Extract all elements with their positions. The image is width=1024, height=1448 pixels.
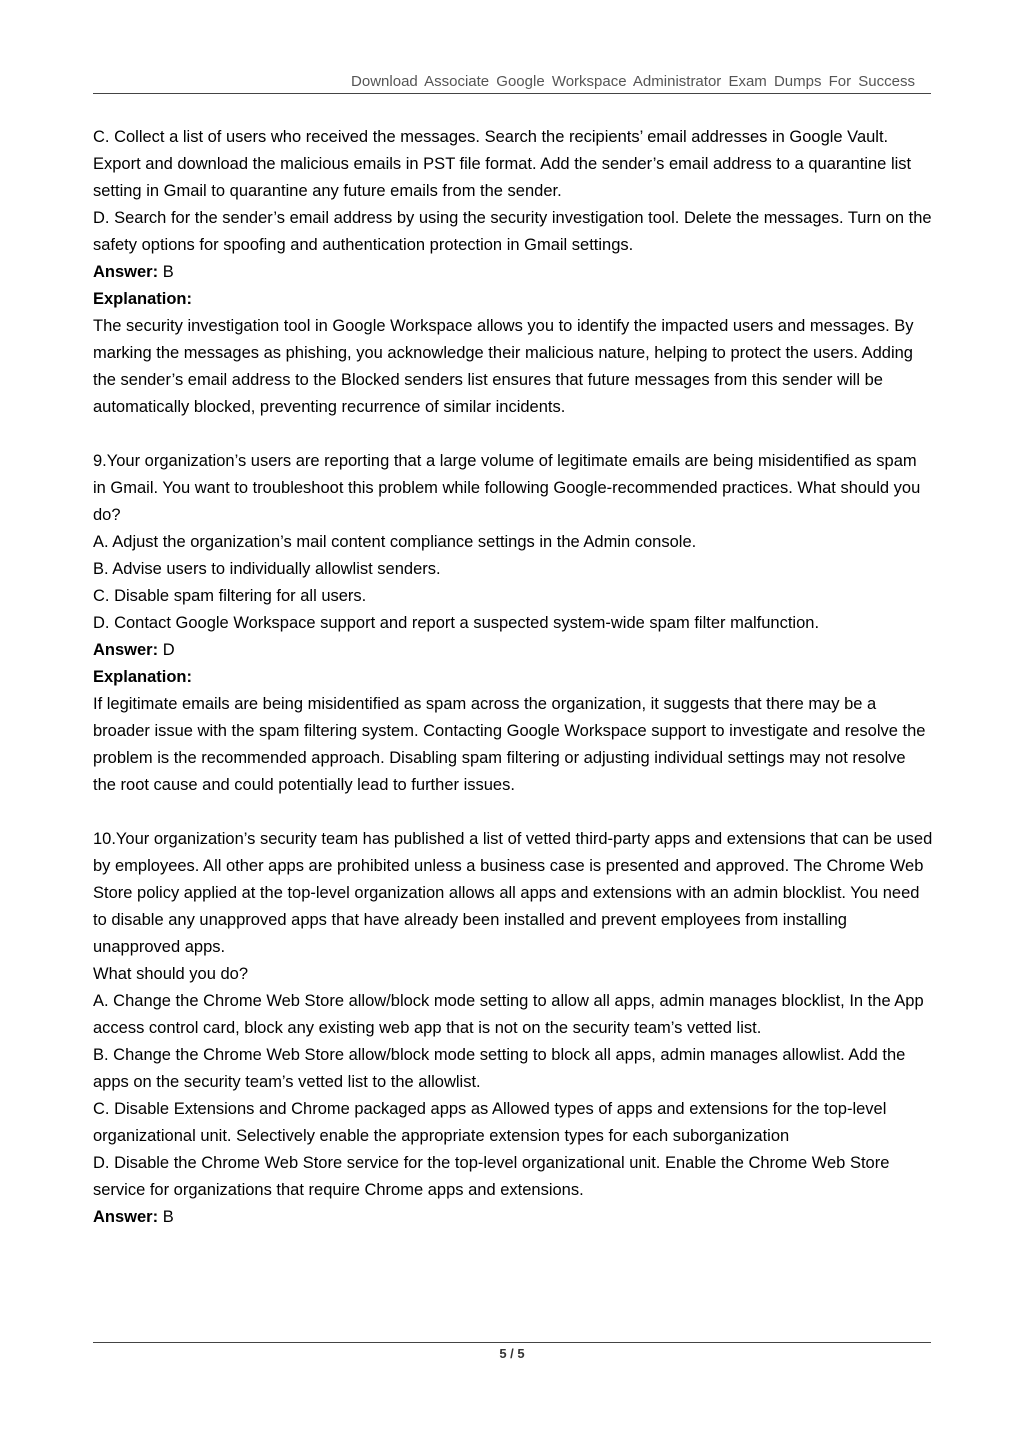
header-divider [93,93,931,94]
spacer [93,799,933,826]
q10-option-b: B. Change the Chrome Web Store allow/block mode setting to block all apps, admin manages allowlist. Add the apps on the security team’s vetted list to the allowlist. [93,1046,906,1091]
q9-question: 9.Your organization’s users are reporting that a large volume of legitimate emails are being misidentified as spam in Gmail. You want to troubleshoot this problem while following Google-recommended practices. What should you do? [93,452,921,524]
q10-option-c: C. Disable Extensions and Chrome packaged apps as Allowed types of apps and extensions for the top-level organizational unit. Selectively enable the appropriate extension types for each suborganization [93,1100,887,1145]
page-number: 5 / 5 [499,1346,525,1361]
q9-answer-value: D [158,641,175,659]
q8-option-d: D. Search for the sender’s email address by using the security investigation tool. Delete the messages. Turn on the safety options for spoofing and authentication protection in Gmail settings. [93,209,932,254]
q10-question: 10.Your organization’s security team has published a list of vetted third-party apps and extensions that can be used by employees. All other apps are prohibited unless a business case is presented and approved. The Chrome Web Store policy applied at the top-level organization allows all apps and extensions with an admin blocklist. You need to disable any unapproved apps that have already been installed and prevent employees from installing unapproved apps. [93,830,933,956]
q10-answer-label: Answer: [93,1208,159,1226]
q9-option-d: D. Contact Google Workspace support and report a suspected system-wide spam filter malfunction. [93,614,820,632]
q9-answer-label: Answer: [93,641,159,659]
q8-option-c: C. Collect a list of users who received the messages. Search the recipients’ email addresses in Google Vault. Export and download the malicious emails in PST file format. Add the sender’s email address to a quarantine list setting in Gmail to quarantine any future emails from the sender. [93,128,912,200]
q10-option-d: D. Disable the Chrome Web Store service for the top-level organizational unit. Enable the Chrome Web Store service for organizations that require Chrome apps and extensions. [93,1154,890,1199]
q10-prompt: What should you do? [93,965,249,983]
footer-divider [93,1342,931,1343]
q10-option-a: A. Change the Chrome Web Store allow/block mode setting to allow all apps, admin manages blocklist, In the App access control card, block any existing web app that is not on the security team’s vetted list. [93,992,924,1037]
q8-answer-value: B [158,263,174,281]
q9-explanation: If legitimate emails are being misidentified as spam across the organization, it suggests that there may be a broader issue with the spam filtering system. Contacting Google Workspace support to investigate and resolve the problem is the recommended approach. Disabling spam filtering or adjusting individual settings may not resolve the root cause and could potentially lead to further issues. [93,695,926,794]
q8-answer [93,259,933,286]
spacer [93,421,933,448]
q8-answer-label: Answer: [93,263,159,281]
q10-answer-value: B [158,1208,174,1226]
q9-option-a: A. Adjust the organization’s mail content compliance settings in the Admin console. [93,533,697,551]
q10-answer [93,1204,933,1231]
q8-explanation-label: Explanation: [93,290,193,308]
document-body [93,124,933,1231]
q9-option-c: C. Disable spam filtering for all users. [93,587,367,605]
q9-answer [93,637,933,664]
q9-explanation-label: Explanation: [93,668,193,686]
q9-option-b: B. Advise users to individually allowlist senders. [93,560,441,578]
q8-explanation: The security investigation tool in Google Workspace allows you to identify the impacted users and messages. By marking the messages as phishing, you acknowledge their malicious nature, helping to protect the users. Adding the sender’s email address to the Blocked senders list ensures that future messages from this sender will be automatically blocked, preventing recurrence of similar incidents. [93,317,914,416]
page-header-title: Download Associate Google Workspace Administrator Exam Dumps For Success [351,73,915,90]
